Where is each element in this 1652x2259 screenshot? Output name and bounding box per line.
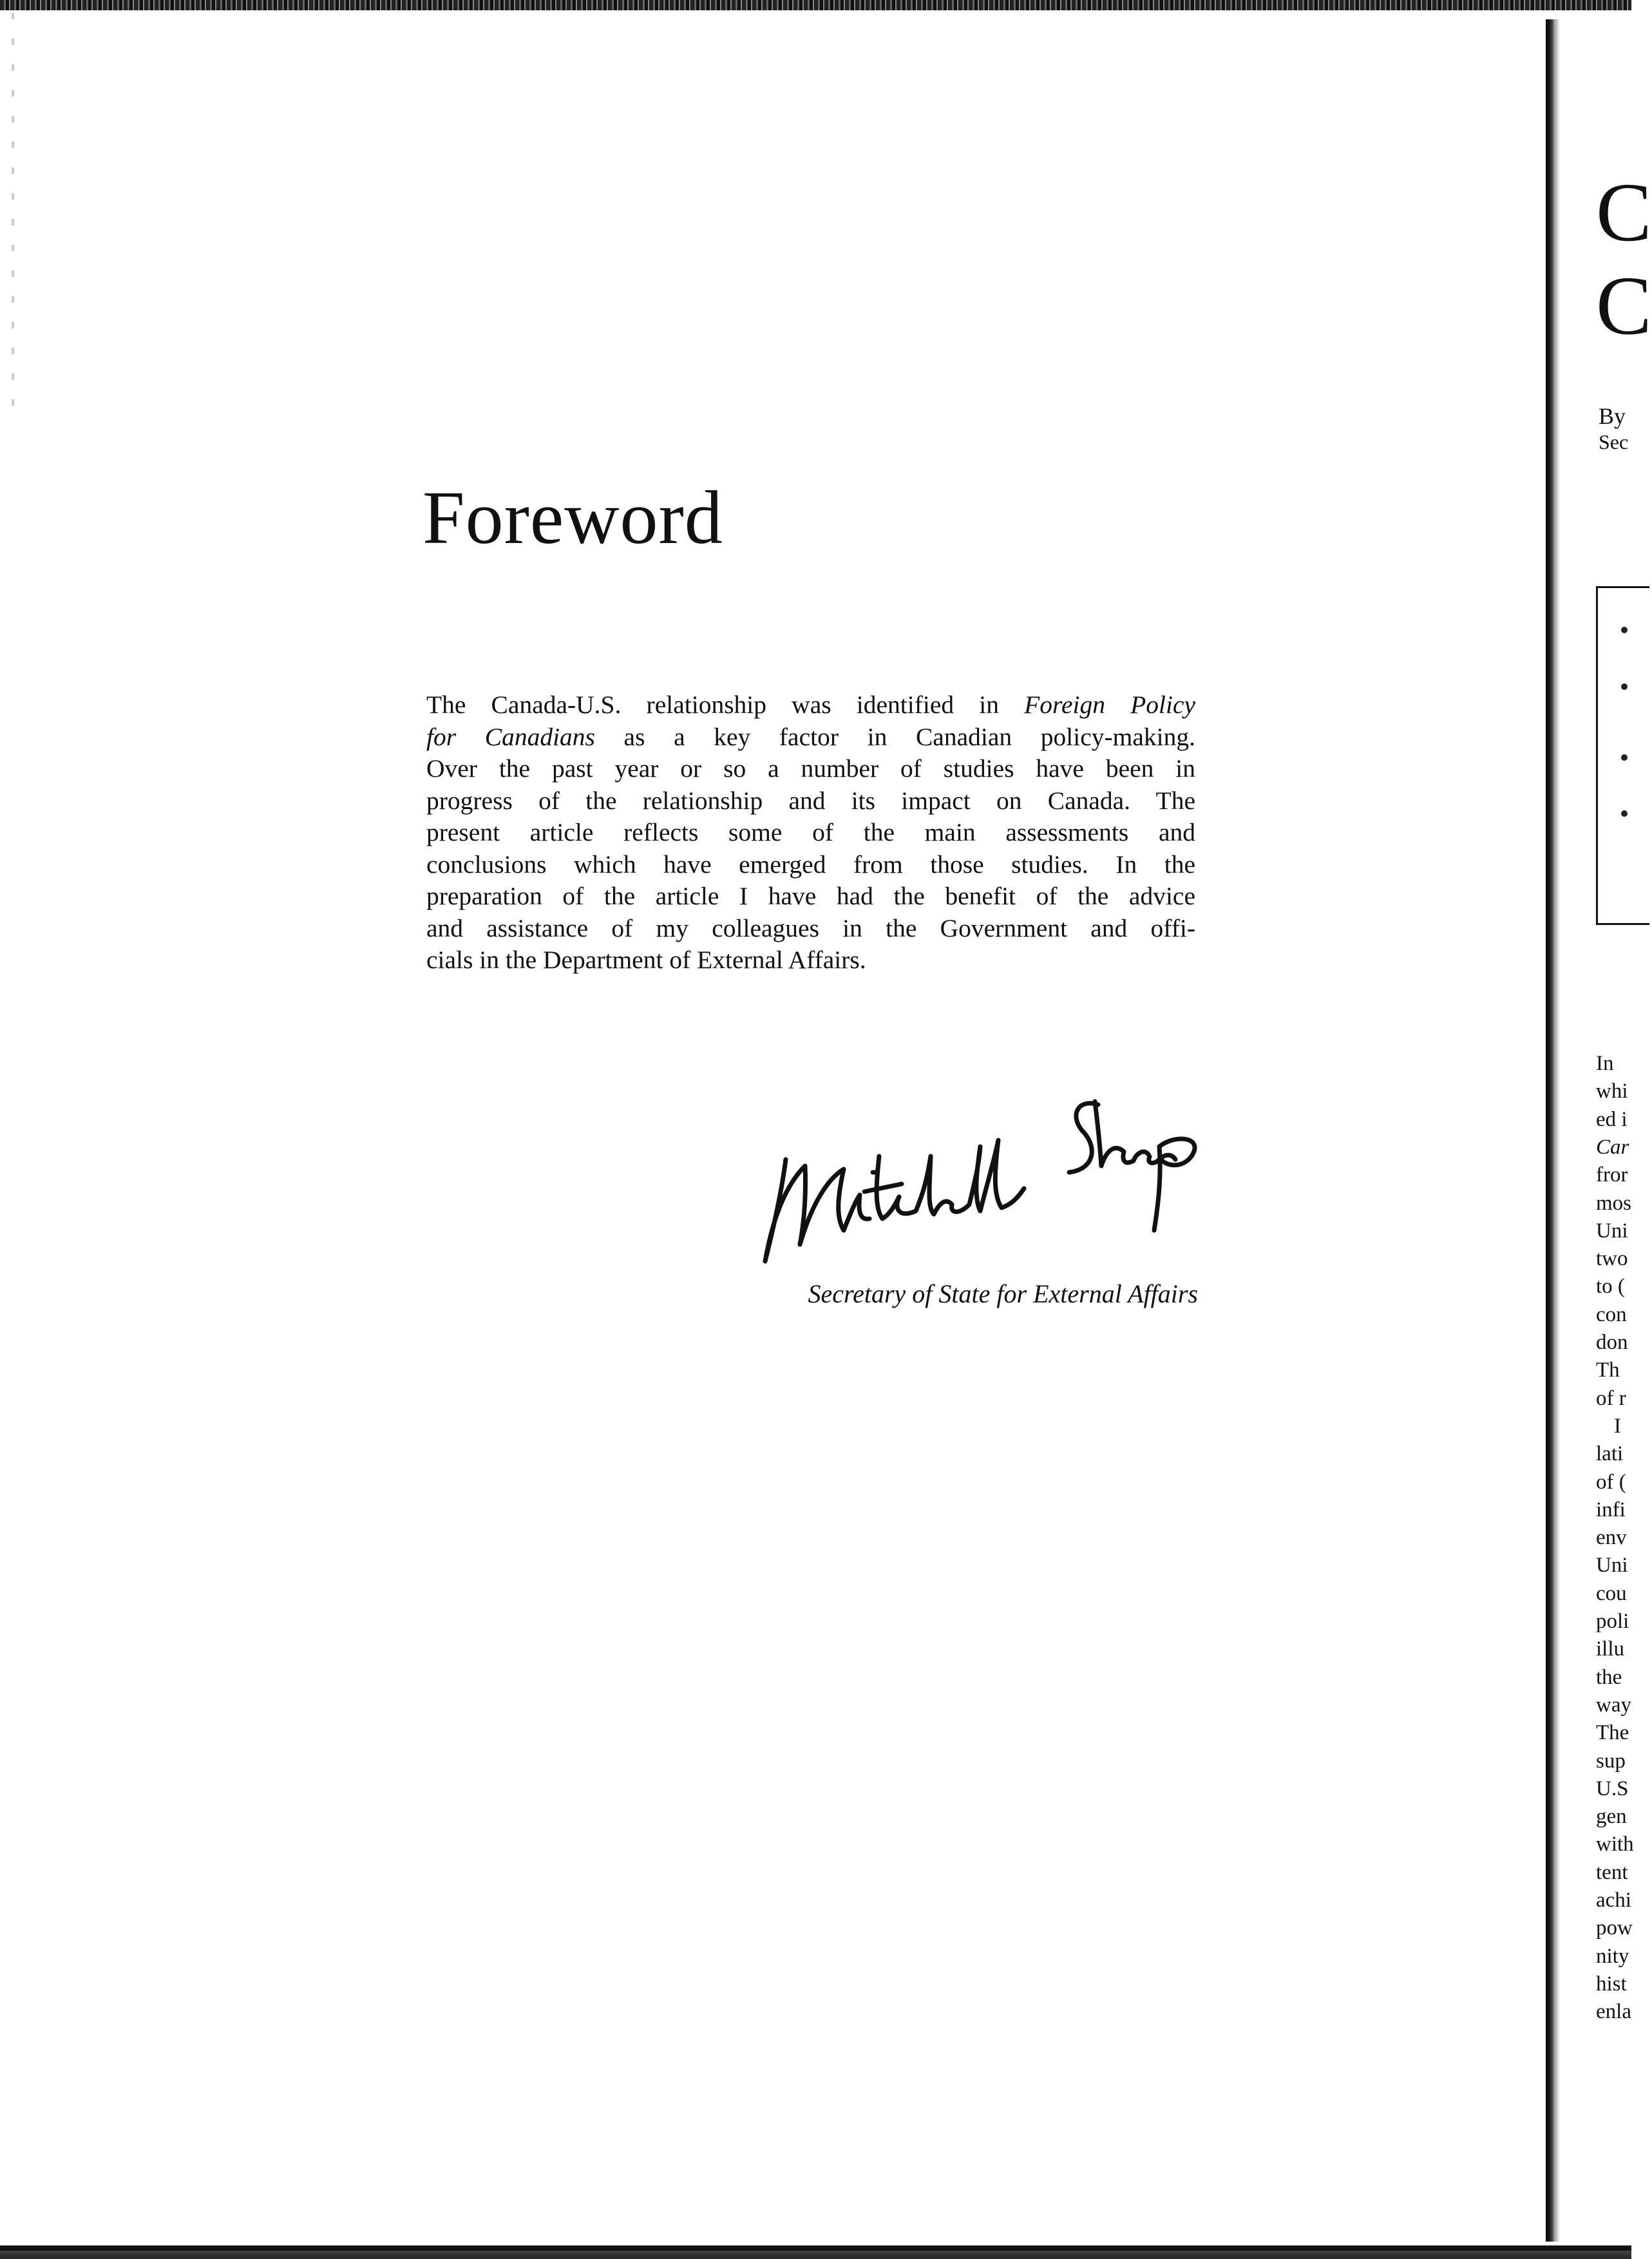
body-line: Over the past year or so a number of studies have been in xyxy=(426,754,1195,783)
facing-column-line: con xyxy=(1596,1302,1627,1326)
facing-column-line: gen xyxy=(1596,1805,1627,1829)
facing-column-line: Uni xyxy=(1596,1554,1628,1577)
body-line: The Canada-U.S. relationship was identified in Foreign Policy xyxy=(426,691,1195,719)
body-line: cials in the Department of External Affairs. xyxy=(426,946,866,974)
facing-column-line: poli xyxy=(1596,1610,1629,1633)
facing-sidebar-box xyxy=(1596,586,1649,925)
page-title: Foreword xyxy=(422,475,723,560)
facing-column-line: In xyxy=(1596,1052,1614,1075)
facing-column-line: the xyxy=(1596,1665,1622,1689)
facing-column-line: illu xyxy=(1596,1637,1625,1661)
facing-column-line: U.S xyxy=(1596,1777,1629,1800)
signatory-title: Secretary of State for External Affairs xyxy=(808,1279,1198,1308)
facing-column-line: of r xyxy=(1596,1386,1626,1410)
facing-column-line: lati xyxy=(1596,1442,1624,1466)
facing-column-line: tent xyxy=(1596,1860,1628,1884)
facing-column-line: hist xyxy=(1596,1972,1627,1996)
body-line: conclusions which have emerged from those studies. In the xyxy=(426,850,1195,879)
facing-column-line: enla xyxy=(1596,2000,1631,2024)
binding-shadow xyxy=(1553,19,1560,2242)
facing-byline-fragment: Sec xyxy=(1599,430,1629,453)
facing-column-line: of ( xyxy=(1596,1470,1626,1494)
facing-column-line: mos xyxy=(1596,1191,1632,1215)
facing-column-line: way xyxy=(1596,1693,1631,1717)
facing-column-line: Th xyxy=(1596,1358,1620,1382)
facing-column-line: cou xyxy=(1596,1581,1627,1605)
facing-column-line: whi xyxy=(1596,1080,1628,1103)
facing-column-line: with xyxy=(1596,1833,1634,1856)
facing-column-line: Car xyxy=(1596,1135,1629,1159)
body-line: present article reflects some of the main assessments and xyxy=(426,818,1195,846)
body-line: and assistance of my colleagues in the Government and offi- xyxy=(426,913,1195,942)
facing-column-line: to ( xyxy=(1596,1275,1625,1299)
facing-column-line: fror xyxy=(1596,1163,1628,1187)
body-line: for Canadians as a key factor in Canadian policy-making. xyxy=(426,722,1195,751)
facing-column-line: achi xyxy=(1596,1889,1631,1912)
facing-column-line: I xyxy=(1614,1414,1621,1438)
signature xyxy=(747,1076,1211,1275)
facing-column-line: ed i xyxy=(1596,1107,1628,1131)
scan-top-edge xyxy=(0,0,1631,10)
facing-byline-fragment: By xyxy=(1599,403,1626,429)
facing-heading-fragment: C xyxy=(1596,260,1652,352)
facing-column-line: The xyxy=(1596,1721,1629,1745)
scan-left-edge xyxy=(12,13,14,412)
facing-column-line: don xyxy=(1596,1331,1628,1354)
facing-column-line: Uni xyxy=(1596,1219,1628,1243)
facing-column-line: sup xyxy=(1596,1749,1626,1773)
facing-column-line: nity xyxy=(1596,1944,1629,1968)
binding-edge xyxy=(1546,19,1553,2242)
facing-column-line: infi xyxy=(1596,1498,1626,1521)
body-line: progress of the relationship and its impact on Canada. The xyxy=(426,786,1195,815)
facing-column-line: two xyxy=(1596,1247,1628,1271)
facing-heading-fragment: C xyxy=(1596,166,1652,259)
facing-page-fragment xyxy=(1546,0,1652,2259)
facing-column-line: env xyxy=(1596,1526,1627,1550)
body-line: preparation of the article I have had the benefit of the advice xyxy=(426,882,1195,910)
facing-column-line: pow xyxy=(1596,1916,1633,1940)
foreword-body xyxy=(426,689,1195,977)
scan-bottom-edge xyxy=(0,2242,1631,2259)
